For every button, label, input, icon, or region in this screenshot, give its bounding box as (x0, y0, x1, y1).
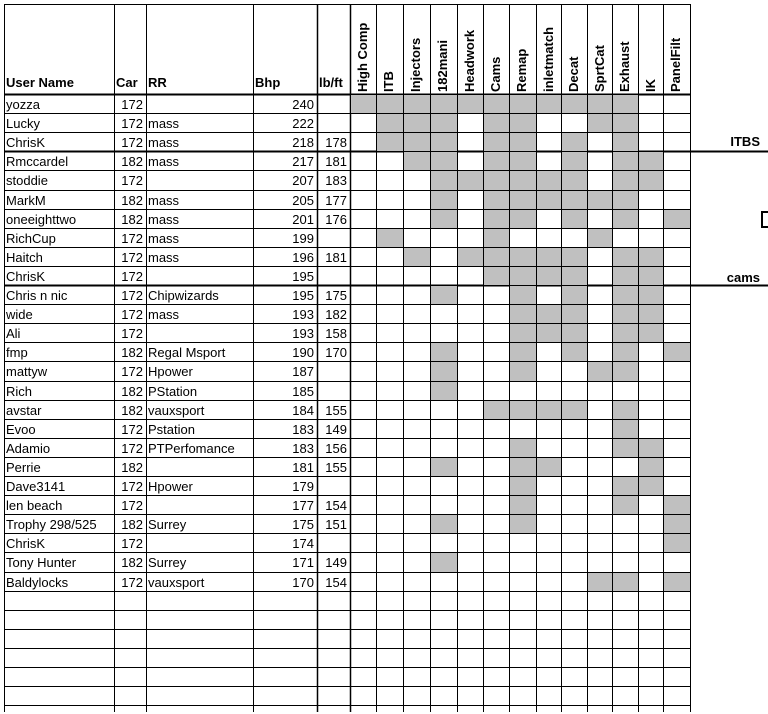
cell-car[interactable]: 182 (121, 403, 143, 418)
header-lbft[interactable]: lb/ft (319, 75, 343, 90)
cell-bhp[interactable]: 190 (292, 345, 314, 360)
cell-bhp[interactable]: 174 (292, 536, 314, 551)
cell-lbft[interactable]: 178 (325, 135, 347, 150)
cell-car[interactable]: 182 (121, 555, 143, 570)
cell-car[interactable]: 182 (121, 384, 143, 399)
cell-user[interactable]: RichCup (6, 231, 56, 246)
cell-user[interactable]: mattyw (6, 364, 48, 379)
cell-car[interactable]: 172 (121, 479, 143, 494)
mod-cell-filled[interactable] (537, 401, 561, 419)
mod-cell-filled[interactable] (431, 382, 457, 400)
mod-cell-filled[interactable] (537, 191, 561, 209)
cell-user[interactable]: Haitch (6, 250, 43, 265)
mod-cell-filled[interactable] (510, 401, 536, 419)
cell-user[interactable]: yozza (6, 97, 40, 112)
cell-car[interactable]: 182 (121, 154, 143, 169)
cell-bhp[interactable]: 171 (292, 555, 314, 570)
mod-cell-filled[interactable] (562, 267, 587, 285)
mod-cell-filled[interactable] (431, 95, 457, 113)
mod-cell-filled[interactable] (458, 95, 483, 113)
mod-cell-filled[interactable] (613, 324, 638, 342)
mod-cell-filled[interactable] (458, 248, 483, 266)
cell-user[interactable]: oneeighttwo (6, 212, 77, 227)
mod-cell-filled[interactable] (510, 362, 536, 381)
mod-cell-filled[interactable] (510, 114, 536, 132)
mod-cell-filled[interactable] (484, 171, 509, 190)
cell-car[interactable]: 182 (121, 460, 143, 475)
header-user-name[interactable]: User Name (6, 75, 74, 90)
header-mod[interactable]: Exhaust (617, 41, 632, 92)
cell-bhp[interactable]: 205 (292, 193, 314, 208)
cell-lbft[interactable]: 183 (325, 173, 347, 188)
cell-bhp[interactable]: 207 (292, 173, 314, 188)
cell-rr[interactable]: mass (148, 193, 180, 208)
cell-bhp[interactable]: 177 (292, 498, 314, 513)
mod-cell-filled[interactable] (639, 439, 663, 457)
cell-user[interactable]: Rmccardel (6, 154, 69, 169)
mod-cell-filled[interactable] (613, 114, 638, 132)
cell-car[interactable]: 172 (121, 288, 143, 303)
mod-cell-filled[interactable] (613, 248, 638, 266)
cell-bhp[interactable]: 183 (292, 422, 314, 437)
cell-user[interactable]: Baldylocks (6, 575, 69, 590)
mod-cell-filled[interactable] (588, 95, 612, 113)
cell-lbft[interactable]: 149 (325, 555, 347, 570)
mod-cell-filled[interactable] (431, 553, 457, 572)
mod-cell-filled[interactable] (377, 229, 403, 247)
cell-user[interactable]: Evoo (6, 422, 36, 437)
mod-cell-filled[interactable] (639, 286, 663, 304)
cell-lbft[interactable]: 155 (325, 460, 347, 475)
mod-cell-filled[interactable] (510, 152, 536, 170)
cell-car[interactable]: 172 (121, 116, 143, 131)
cell-lbft[interactable]: 182 (325, 307, 347, 322)
cell-rr[interactable]: mass (148, 116, 180, 131)
mod-cell-filled[interactable] (613, 95, 638, 113)
cell-car[interactable]: 172 (121, 364, 143, 379)
mod-cell-filled[interactable] (664, 534, 690, 552)
cell-rr[interactable]: Regal Msport (148, 345, 226, 360)
mod-cell-filled[interactable] (537, 248, 561, 266)
mod-cell-filled[interactable] (613, 210, 638, 228)
mod-cell-filled[interactable] (613, 420, 638, 438)
cell-user[interactable]: Rich (6, 384, 33, 399)
mod-cell-filled[interactable] (484, 248, 509, 266)
cell-rr[interactable]: mass (148, 307, 180, 322)
cell-rr[interactable]: PStation (148, 384, 198, 399)
mod-cell-filled[interactable] (431, 133, 457, 151)
selection-marker (761, 211, 768, 228)
header-mod[interactable]: inletmatch (541, 26, 556, 92)
cell-user[interactable]: Lucky (6, 116, 40, 131)
mod-cell-filled[interactable] (431, 210, 457, 228)
mod-cell-filled[interactable] (484, 133, 509, 151)
mod-cell-filled[interactable] (404, 114, 430, 132)
mod-cell-filled[interactable] (613, 191, 638, 209)
mod-cell-filled[interactable] (510, 171, 536, 190)
mod-cell-filled[interactable] (377, 133, 403, 151)
cell-car[interactable]: 172 (121, 575, 143, 590)
mod-cell-filled[interactable] (588, 191, 612, 209)
mod-cell-filled[interactable] (537, 267, 561, 285)
header-mod[interactable]: IK (643, 79, 658, 92)
cell-user[interactable]: fmp (6, 345, 28, 360)
cell-car[interactable]: 172 (121, 135, 143, 150)
cell-rr[interactable]: mass (148, 231, 180, 246)
mod-cell-filled[interactable] (562, 191, 587, 209)
cell-user[interactable]: wide (6, 307, 33, 322)
cell-lbft[interactable]: 156 (325, 441, 347, 456)
mod-cell-filled[interactable] (404, 133, 430, 151)
cell-car[interactable]: 182 (121, 345, 143, 360)
cell-car[interactable]: 172 (121, 173, 143, 188)
mod-cell-filled[interactable] (351, 95, 376, 113)
cell-bhp[interactable]: 184 (292, 403, 314, 418)
cell-lbft[interactable]: 181 (325, 154, 347, 169)
mod-cell-filled[interactable] (639, 477, 663, 495)
mod-cell-filled[interactable] (562, 248, 587, 266)
mod-cell-filled[interactable] (562, 305, 587, 323)
cell-rr[interactable]: mass (148, 212, 180, 227)
header-bhp[interactable]: Bhp (255, 75, 281, 90)
mod-cell-filled[interactable] (613, 496, 638, 514)
mod-cell-filled[interactable] (510, 439, 536, 457)
cell-car[interactable]: 172 (121, 498, 143, 513)
mod-cell-filled[interactable] (613, 477, 638, 495)
mod-cell-filled[interactable] (664, 515, 690, 533)
mod-cell-filled[interactable] (404, 248, 430, 266)
mod-cell-filled[interactable] (510, 343, 536, 361)
mod-cell-filled[interactable] (562, 133, 587, 151)
mod-cell-filled[interactable] (613, 401, 638, 419)
cell-car[interactable]: 182 (121, 517, 143, 532)
mod-cell-filled[interactable] (404, 152, 430, 170)
cell-user[interactable]: ChrisK (6, 135, 46, 150)
mod-cell-filled[interactable] (510, 133, 536, 151)
mod-cell-filled[interactable] (639, 305, 663, 323)
mod-cell-filled[interactable] (537, 95, 561, 113)
cell-bhp[interactable]: 195 (292, 269, 314, 284)
cell-lbft[interactable]: 155 (325, 403, 347, 418)
mod-cell-filled[interactable] (613, 573, 638, 591)
mod-cell-filled[interactable] (639, 324, 663, 342)
cell-rr[interactable]: vauxsport (148, 575, 205, 590)
mod-cell-filled[interactable] (562, 286, 587, 304)
cell-rr[interactable]: mass (148, 135, 180, 150)
cell-bhp[interactable]: 201 (292, 212, 314, 227)
mod-cell-filled[interactable] (431, 515, 457, 533)
mod-cell-filled[interactable] (562, 95, 587, 113)
mod-cell-filled[interactable] (588, 229, 612, 247)
cell-bhp[interactable]: 222 (292, 116, 314, 131)
cell-bhp[interactable]: 196 (292, 250, 314, 265)
mod-cell-filled[interactable] (613, 152, 638, 170)
mod-cell-filled[interactable] (510, 496, 536, 514)
cell-rr[interactable]: Surrey (148, 517, 187, 532)
mod-cell-filled[interactable] (510, 267, 536, 285)
cell-lbft[interactable]: 170 (325, 345, 347, 360)
mod-cell-filled[interactable] (431, 114, 457, 132)
mod-cell-filled[interactable] (613, 305, 638, 323)
cell-car[interactable]: 172 (121, 441, 143, 456)
cell-rr[interactable]: mass (148, 154, 180, 169)
cell-car[interactable]: 172 (121, 97, 143, 112)
mod-cell-filled[interactable] (639, 267, 663, 285)
mod-cell-filled[interactable] (639, 458, 663, 476)
cell-lbft[interactable]: 158 (325, 326, 347, 341)
mod-cell-filled[interactable] (404, 95, 430, 113)
cell-user[interactable]: Tony Hunter (6, 555, 77, 570)
cell-bhp[interactable]: 218 (292, 135, 314, 150)
cell-user[interactable]: avstar (6, 403, 42, 418)
mod-cell-filled[interactable] (537, 171, 561, 190)
mod-cell-filled[interactable] (510, 95, 536, 113)
mod-cell-filled[interactable] (562, 324, 587, 342)
cell-car[interactable]: 172 (121, 307, 143, 322)
mod-cell-filled[interactable] (613, 362, 638, 381)
header-mod[interactable]: Cams (488, 56, 503, 92)
mod-cell-filled[interactable] (431, 191, 457, 209)
mod-cell-filled[interactable] (537, 305, 561, 323)
cell-rr[interactable]: Surrey (148, 555, 187, 570)
mod-cell-filled[interactable] (484, 401, 509, 419)
mod-cell-filled[interactable] (664, 343, 690, 361)
cell-user[interactable]: Trophy 298/525 (6, 517, 97, 532)
mod-cell-filled[interactable] (588, 362, 612, 381)
mod-cell-filled[interactable] (510, 286, 536, 304)
cell-user[interactable]: Adamio (6, 441, 51, 456)
cell-bhp[interactable]: 179 (292, 479, 314, 494)
header-mod[interactable]: 182mani (435, 39, 450, 92)
cell-user[interactable]: len beach (6, 498, 63, 513)
mod-cell-filled[interactable] (562, 343, 587, 361)
mod-cell-filled[interactable] (613, 171, 638, 190)
cell-rr[interactable]: mass (148, 250, 180, 265)
mod-cell-filled[interactable] (562, 210, 587, 228)
mod-cell-filled[interactable] (484, 152, 509, 170)
cell-bhp[interactable]: 170 (292, 575, 314, 590)
mod-cell-filled[interactable] (510, 515, 536, 533)
mod-cell-filled[interactable] (588, 114, 612, 132)
cell-bhp[interactable]: 240 (292, 97, 314, 112)
cell-bhp[interactable]: 193 (292, 307, 314, 322)
mod-cell-filled[interactable] (562, 152, 587, 170)
cell-lbft[interactable]: 175 (325, 288, 347, 303)
cell-bhp[interactable]: 217 (292, 154, 314, 169)
cell-car[interactable]: 172 (121, 326, 143, 341)
mod-cell-filled[interactable] (431, 286, 457, 304)
mod-cell-filled[interactable] (510, 458, 536, 476)
cell-car[interactable]: 182 (121, 193, 143, 208)
cell-rr[interactable]: Hpower (148, 364, 193, 379)
header-mod[interactable]: ITB (381, 71, 396, 92)
cell-car[interactable]: 172 (121, 536, 143, 551)
mod-cell-filled[interactable] (613, 133, 638, 151)
cell-user[interactable]: stoddie (6, 173, 48, 188)
header-mod[interactable]: High Comp (355, 22, 370, 92)
mod-cell-filled[interactable] (639, 171, 663, 190)
cell-car[interactable]: 182 (121, 212, 143, 227)
mod-cell-filled[interactable] (613, 267, 638, 285)
mod-cell-filled[interactable] (510, 477, 536, 495)
cell-lbft[interactable]: 154 (325, 498, 347, 513)
header-mod[interactable]: Headwork (462, 29, 477, 92)
cell-lbft[interactable]: 176 (325, 212, 347, 227)
header-car[interactable]: Car (116, 75, 138, 90)
mod-cell-filled[interactable] (431, 152, 457, 170)
mod-cell-filled[interactable] (664, 496, 690, 514)
cell-user[interactable]: MarkM (6, 193, 46, 208)
header-rr[interactable]: RR (148, 75, 167, 90)
header-mod[interactable]: Injectors (408, 37, 423, 92)
cell-car[interactable]: 172 (121, 422, 143, 437)
mod-cell-filled[interactable] (664, 210, 690, 228)
cell-rr[interactable]: Chipwizards (148, 288, 219, 303)
mod-cell-filled[interactable] (377, 114, 403, 132)
mod-cell-filled[interactable] (377, 95, 403, 113)
mod-cell-filled[interactable] (484, 210, 509, 228)
mod-cell-filled[interactable] (639, 152, 663, 170)
cell-user[interactable]: Dave3141 (6, 479, 66, 494)
mod-cell-filled[interactable] (613, 286, 638, 304)
mod-cell-filled[interactable] (431, 343, 457, 361)
mod-cell-filled[interactable] (664, 573, 690, 591)
cell-car[interactable]: 172 (121, 231, 143, 246)
cell-bhp[interactable]: 175 (292, 517, 314, 532)
mod-cell-filled[interactable] (484, 114, 509, 132)
cell-rr[interactable]: Pstation (148, 422, 195, 437)
mod-cell-filled[interactable] (613, 343, 638, 361)
mod-cell-filled[interactable] (458, 171, 483, 190)
mod-cell-filled[interactable] (431, 458, 457, 476)
cell-car[interactable]: 172 (121, 250, 143, 265)
cell-user[interactable]: Ali (6, 326, 21, 341)
cell-lbft[interactable]: 151 (325, 517, 347, 532)
cell-rr[interactable]: Hpower (148, 479, 193, 494)
cell-lbft[interactable]: 149 (325, 422, 347, 437)
cell-user[interactable]: Chris n nic (6, 288, 68, 303)
mod-cell-filled[interactable] (562, 401, 587, 419)
mod-cell-filled[interactable] (562, 171, 587, 190)
mod-cell-filled[interactable] (484, 229, 509, 247)
mod-cell-filled[interactable] (484, 95, 509, 113)
cell-lbft[interactable]: 154 (325, 575, 347, 590)
cell-bhp[interactable]: 195 (292, 288, 314, 303)
cell-bhp[interactable]: 185 (292, 384, 314, 399)
mod-cell-filled[interactable] (510, 191, 536, 209)
mod-cell-filled[interactable] (639, 248, 663, 266)
cell-user[interactable]: Perrie (6, 460, 41, 475)
side-label-cams[interactable]: cams (726, 270, 760, 285)
mod-cell-filled[interactable] (510, 324, 536, 342)
header-mod[interactable]: Decat (566, 56, 581, 92)
cell-rr[interactable]: PTPerfomance (148, 441, 235, 456)
mod-cell-filled[interactable] (510, 248, 536, 266)
mod-cell-filled[interactable] (588, 573, 612, 591)
cell-bhp[interactable]: 183 (292, 441, 314, 456)
header-mod[interactable]: PanelFilt (668, 37, 683, 92)
mod-cell-filled[interactable] (431, 171, 457, 190)
cell-bhp[interactable]: 187 (292, 364, 314, 379)
cell-user[interactable]: ChrisK (6, 536, 46, 551)
cell-rr[interactable]: vauxsport (148, 403, 205, 418)
mod-cell-filled[interactable] (537, 458, 561, 476)
cell-car[interactable]: 172 (121, 269, 143, 284)
header-mod[interactable]: SprtCat (592, 45, 607, 92)
mod-cell-filled[interactable] (484, 267, 509, 285)
mod-cell-filled[interactable] (613, 439, 638, 457)
cell-lbft[interactable]: 177 (325, 193, 347, 208)
mod-cell-filled[interactable] (431, 362, 457, 381)
mod-cell-filled[interactable] (510, 210, 536, 228)
side-label-itbs[interactable]: ITBS (730, 134, 760, 149)
cell-bhp[interactable]: 199 (292, 231, 314, 246)
cell-lbft[interactable]: 181 (325, 250, 347, 265)
header-mod[interactable]: Remap (514, 48, 529, 92)
cell-user[interactable]: ChrisK (6, 269, 46, 284)
mod-cell-filled[interactable] (484, 191, 509, 209)
cell-bhp[interactable]: 193 (292, 326, 314, 341)
mod-cell-filled[interactable] (510, 305, 536, 323)
mod-cell-filled[interactable] (537, 324, 561, 342)
cell-bhp[interactable]: 181 (292, 460, 314, 475)
